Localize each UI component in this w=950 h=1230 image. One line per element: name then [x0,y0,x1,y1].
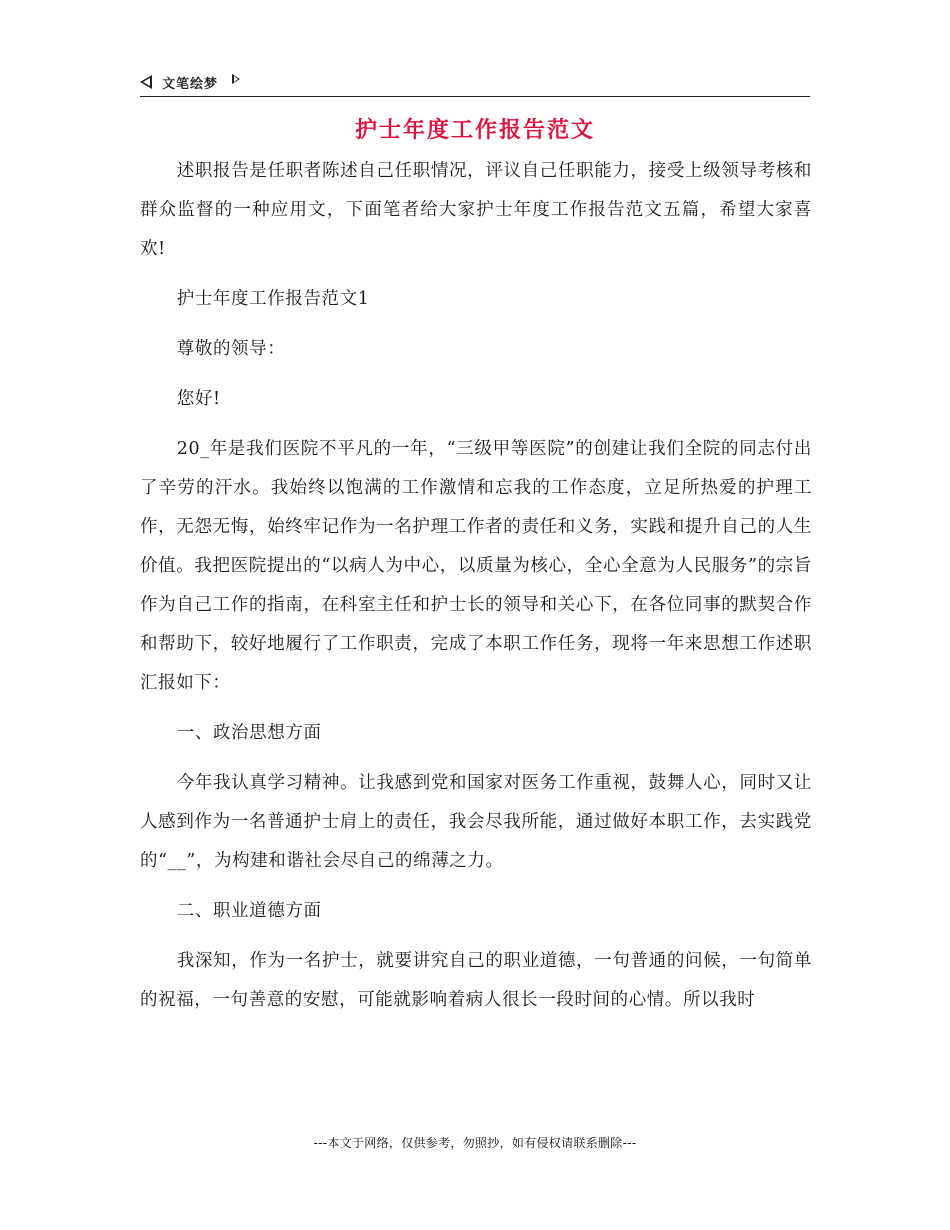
section-title: 护士年度工作报告范文1 [176,289,370,309]
triangle-left-icon [140,75,152,89]
brand-name: 文笔绘梦 [162,77,219,92]
triangle-right-icon [232,74,240,84]
greeting: 您好! [176,389,221,409]
subsection-heading: 一、政治思想方面 [176,723,322,743]
body-paragraph: 今年我认真学习精神。让我感到党和国家对医务工作重视，鼓舞人心，同时又让人感到作为一名普通护士肩上的责任，我会尽我所能，通过做好本职工作，去实践党的“__”，为构建和谐社会尽自己的绵薄之力。 [140,773,812,871]
subsection-heading: 二、职业道德方面 [176,901,322,921]
body-paragraph: 20_年是我们医院不平凡的一年，“三级甲等医院”的创建让我们全院的同志付出了辛劳的汗水。我始终以饱满的工作激情和忘我的工作态度，立足所热爱的护理工作，无怨无悔，始终牢记作为一名护理工作者的责任和义务，实践和提升自己的人生价值。我把医院提出的“以病人为中心，以质量为核心，全心全意为人民服务”的宗旨作为自己工作的指南，在科室主任和护士长的领导和关心下，在各位同事的默契合作和帮助下，较好地履行了工作职责，完成了本职工作任务，现将一年来思想工作述职汇报如下： [140,439,812,693]
footer-notice: ---本文于网络，仅供参考，勿照抄，如有侵权请联系删除--- [313,1136,637,1150]
intro-paragraph: 述职报告是任职者陈述自己任职情况，评议自己任职能力，接受上级领导考核和群众监督的一种应用文，下面笔者给大家护士年度工作报告范文五篇，希望大家喜欢! [140,161,812,259]
document-title: 护士年度工作报告范文 [354,118,595,143]
salutation: 尊敬的领导： [176,339,286,359]
page-header [140,72,810,97]
body-paragraph: 我深知，作为一名护士，就要讲究自己的职业道德，一句普通的问候，一句简单的祝福，一句善意的安慰，可能就影响着病人很长一段时间的心情。所以我时 [140,951,812,1010]
document-body [140,152,812,1031]
